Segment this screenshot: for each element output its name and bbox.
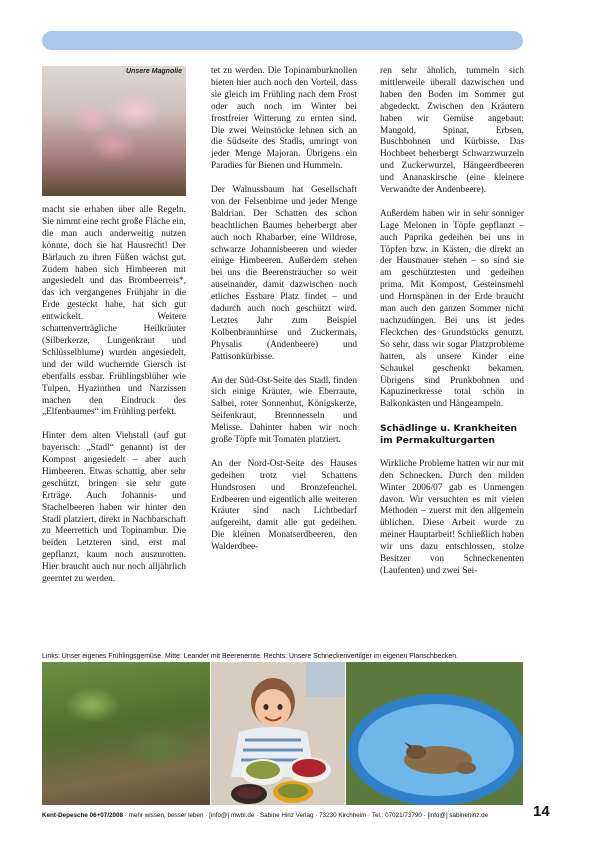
paragraph: An der Süd-Ost-Seite des Stadl, finden sich einige Kräuter, wie Eberraute, Salbei, roter Sonnenhut, Königskerze, Seifenkraut, Brennnesseln und Melisse. Dahinter haben wir noch große Töpfe mit Tomaten platziert.: [211, 375, 357, 446]
ducks-in-pool-photo: [346, 662, 523, 805]
spring-vegetables-photo: [42, 662, 210, 805]
text-column-1: [42, 205, 186, 598]
footer-info: · mehr wissen, besser leben · [info@] mwbl.de · Sabine Hinz Verlag · 73230 Kirchheim · Tel.: 07021/73790 · [info@] sabinehinz.de: [123, 812, 489, 819]
footer: [42, 811, 523, 821]
paragraph: macht sie erhaben über alle Regeln. Sie nimmt eine recht große Fläche ein, die man auch anderweitig nutzen könnte, doch sie hat Hausrecht! Der Bärlauch zu ihren Füßen wächst gut. Zudem haben sich Himbeeren mit angesiedelt und das Brombeerreis*, das ich vergangenes Frühjahr in die Erde gesteckt habe, hat sich gut entwickelt. Weitere schattenverträgliche Heilkräuter (Silberkerze, Lungenkraut und Schlüsselblume) wurden angesiedelt, und der wild wuchernde Giersch ist ebenfalls essbar. Frühlingsblüher wie Tulpen, Hyazinthen und Narzissen machen den Eindruck des „Elfenbaumes“ im Frühling perfekt.: [42, 205, 186, 418]
section-heading: Schädlinge u. Krankheiten im Permakulturgarten: [380, 423, 518, 447]
footer-magazine: Kent-Depesche 06+07/2008: [42, 812, 124, 819]
paragraph: ren sehr ähnlich, tummeln sich mittlerweile überall dazwischen und haben den Boden im Sommer gut abgedeckt. Zwischen den Kräutern haben wir Gemüse angebaut: Mangold, Spinat, Erbsen, Buschbohnen und Kürbisse. Das Hochbeet beherbergt Schwarzwurzeln und Zuckerwurzel, Hängeerdbeeren und Ananaskirsche (eine kleinere Verwandte der Andenbeere).: [380, 66, 524, 196]
paragraph: An der Nord-Ost-Seite des Hauses gedeihen trotz viel Schattens Hundsrosen und Bronzefenchel. Erdbeeren und eigentlich alle weiteren Kräuter sind nach Lichtbedarf aufgereiht, damit alle gut gedeihen. Die kleinen Monatserdbeeren, den Walderdbee-: [211, 458, 357, 553]
paragraph: Wirkliche Probleme hatten wir nur mit den Schnecken. Durch den milden Winter 2006/07 gab es Unmengen davon. Wir versuchten es mit vielen Methoden – zuerst mit den allgemein üblichen. Diese Arbeit wurde zu meiner Hauptarbeit! Schließlich haben wir uns dazu entschlossen, stolze Besitzer von Schneckenenten (Laufenten) und zwei Sei-: [380, 458, 524, 577]
boy-illustration: [211, 662, 345, 805]
header-bar: [42, 31, 523, 50]
boy-with-berries-photo: [211, 662, 345, 805]
magnolia-photo-caption: Unsere Magnolie: [125, 68, 182, 75]
text-column-3: [380, 66, 524, 590]
duck-illustration: [346, 662, 523, 805]
text-column-2: [211, 66, 357, 566]
paragraph: Außerdem haben wir in sehr sonniger Lage Melonen in Töpfe gepflanzt – auch Paprika gedeihen bei uns in Töpfen bzw. in Kästen, die direkt an der Hausmauer stehen – so sind sie am geschütztesten und gedeihen prima. Mit Kompost, Gesteinsmehl und Hornspänen in der Erde braucht man auch den ganzen Sommer nicht nachzudüngen. Bei uns ist jedes Fleckchen des Grundstücks genutzt. So sehr, dass wir sogar Platzprobleme hatten, als unsere Kinder eine Schaukel geschenkt bekamen. Übrigens sind Prunkbohnen und Kapuzinerkresse total schön in Balkonkästen und Hängeampeln.: [380, 208, 524, 410]
photo-strip-caption: Links: Unser eigenes Frühlingsgemüse. Mitte: Leander mit Beerenernte. Rechts: Unsere Schneckenvertilger im eigenen Planschbecken.: [42, 653, 458, 660]
paragraph: tet zu werden. Die Topinamburknollen bieten hier auch noch den Vorteil, dass sie gleich im Frühling nach dem Frost oder auch noch im Winter bei frostfreier Witterung zu ernten sind. Die zwei Weinstöcke lehnen sich an die Südseite des Stadls, umringt von jeder Menge Majoran. Übrigens ein Paradies für Bienen und Hummeln.: [211, 66, 357, 172]
paragraph: Der Walnussbaum hat Gesellschaft von der Felsenbirne und jeder Menge Baldrian. Der Schatten des schon beachtlichen Baumes beherbergt aber auch noch Rhabarber, eine Wildrose, schwarze Johannisbeeren und wieder einige Himbeeren. Außerdem stehen bei uns die Beerensträucher so weit auseinander, damit dazwischen noch etliches Essbare Platz findet – und dadurch auch noch geschützt wird. Letztes Jahr zum Beispiel Kolbenbraunhirse und Zuckermais, Physalis (Andenbeere) und Pattisonkürbisse.: [211, 185, 357, 362]
paragraph: Hinter dem alten Viehstall (auf gut bayerisch: „Stadl“ genannt) ist der Kompost angesiedelt – aber auch Himbeeren. Etwas schattig, aber sehr geschützt, bringen sie sehr gute Erträge. Auch Johannis- und Stachelbeeren haben wir hinter den Stadl platziert, direkt in Nachbarschaft zu Meerrettich und Topinambur. Die beiden Letzteren sind, erst mal gepflanzt, kaum noch auszurotten. Hier braucht auch nur noch alljährlich geerntet zu werden.: [42, 431, 186, 585]
page-number: 14: [533, 803, 550, 820]
magnolia-photo: [42, 66, 186, 196]
